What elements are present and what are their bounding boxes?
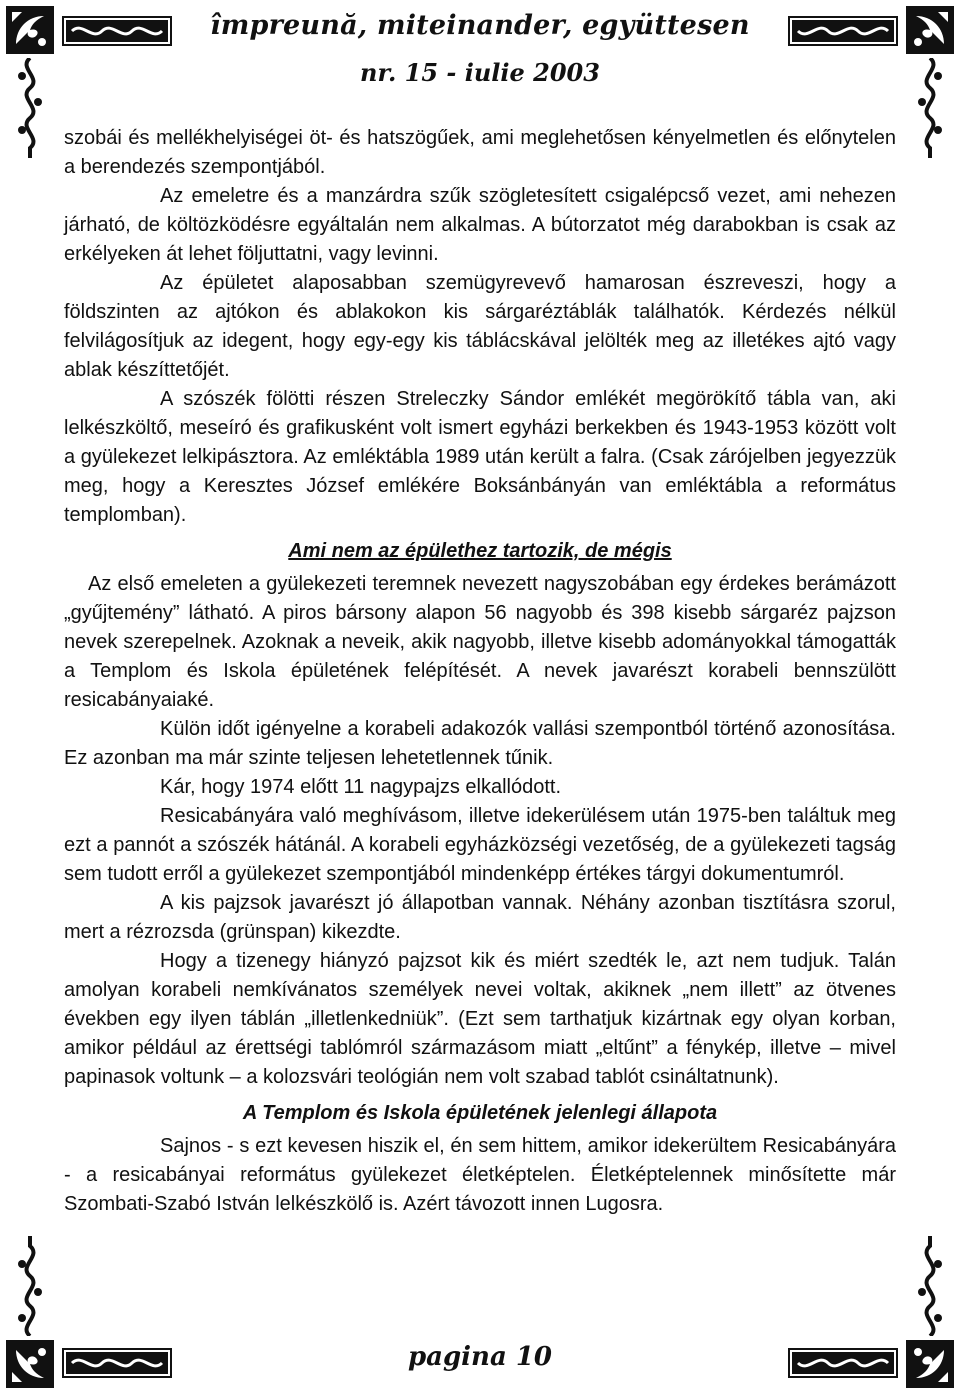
paragraph: A kis pajzsok javarészt jó állapotban vannak. Néhány azonban tisztításra szorul, mert a rézrozsda (grünspan) kikezdte. — [64, 892, 896, 943]
header-band-right-icon — [788, 16, 898, 46]
paragraph: Kár, hogy 1974 előtt 11 nagypajzs elkallódott. — [160, 776, 562, 798]
newsletter-title: împreună, miteinander, együttesen — [210, 10, 750, 41]
paragraph: Sajnos - s ezt kevesen hiszik el, én sem hittem, amikor idekerültem Resicabányára - a resicabányai református gyülekezet életképtelen. Életképtelennek minősítette már Szombati-Szabó István lelkészkölő is. Azért távozott innen Lugosra. — [64, 1135, 896, 1215]
right-border-ornament-bottom-icon — [914, 1236, 946, 1336]
header-band-left-icon — [62, 16, 172, 46]
footer-band-left-icon — [62, 1348, 172, 1378]
footer-band-right-icon — [788, 1348, 898, 1378]
paragraph: A szószék fölötti részen Streleczky Sándor emlékét megörökítő tábla van, aki lelkészköltő, meseíró és grafikusként volt ismert egyházi berkekben és 1943-1953 között volt a gyülekezet lelkipásztora. Az emléktábla 1989 után került a falra. (Csak zárójelben jegyezzük meg, hogy a Keresztes József emlékére Boksánbányán van emléktábla a református templomban). — [64, 388, 896, 526]
paragraph: Az épületet alaposabban szemügyrevevő hamarosan észreveszi, hogy a földszinten az ajtókon és ablakokon kis sárgaréztáblák találhatók. Kérdezés nélkül felvilágosítjuk az idegent, hogy egy-egy kis táblácskával jelölték meg az illetékes ajtó vagy ablak készíttetőjét. — [64, 272, 896, 381]
corner-ornament-top-right-icon — [906, 6, 954, 54]
section-heading: Ami nem az épülethez tartozik, de mégis — [288, 540, 672, 562]
left-border-ornament-top-icon — [14, 58, 46, 158]
corner-ornament-bottom-right-icon — [906, 1340, 954, 1388]
corner-ornament-top-left-icon — [6, 6, 54, 54]
paragraph: Külön időt igényelne a korabeli adakozók vallási szempontból történő azonosítása. Ez azonban ma már szinte teljesen lehetetlennek tűnik. — [64, 718, 896, 769]
left-border-ornament-bottom-icon — [14, 1236, 46, 1336]
paragraph: Az első emeleten a gyülekezeti teremnek nevezett nagyszobában egy érdekes berámázott „gyűjtemény” látható. A piros bársony alapon 56 nagyobb és 398 kisebb sárgaréz pajzson nevek szerepelnek. Azoknak a neveik, akik nagyobb, illetve kisebb adományokkal támogatták a Templom és Iskola épületének felépítését. A nevek javarészt korabeli bennszülött resicabányaiaké. — [64, 573, 896, 711]
corner-ornament-bottom-left-icon — [6, 1340, 54, 1388]
article-body — [64, 124, 896, 1219]
paragraph: Az emeletre és a manzárdra szűk szögletesített csigalépcső vezet, ami nehezen járható, de költözködésre egyáltalán nem alkalmas. A bútorzatot még darabokban is csak az erkélyeken át lehet följuttatni, vagy levinni. — [64, 185, 896, 265]
section-heading: A Templom és Iskola épületének jelenlegi állapota — [242, 1102, 718, 1124]
paragraph: szobái és mellékhelyiségei öt- és hatszögűek, ami meglehetősen kényelmetlen és előnytelen a berendezés szempontjából. — [64, 127, 896, 178]
page-number: pagina 10 — [407, 1342, 553, 1372]
paragraph: Resicabányára való meghívásom, illetve idekerülésem után 1975-ben találtuk meg ezt a pannót a szószék hátánál. A korabeli egyházközségi vezetőség, de a gyülekezeti tagság sem tudott erről a gyülekezet szempontjából mindenképp értékes tárgyi dokumentumról. — [64, 805, 896, 885]
issue-number: nr. 15 - iulie 2003 — [360, 58, 600, 87]
paragraph: Hogy a tizenegy hiányzó pajzsot kik és miért szedték le, azt nem tudjuk. Talán amolyan korabeli nemkívánatos személyek nevei voltak, akiknek „nem illett” az ötvenes években egy ilyen táblán „illetlenkedniük”. (Ezt sem tarthatjuk kizártnak egy olyan korban, amikor például az érettségi tablómról származásom miatt „eltűnt” a fénykép, illetve – mivel papinasok voltunk – a kolozsvári teológián nem volt szabad tablót csináltatnunk). — [64, 950, 896, 1088]
right-border-ornament-top-icon — [914, 58, 946, 158]
